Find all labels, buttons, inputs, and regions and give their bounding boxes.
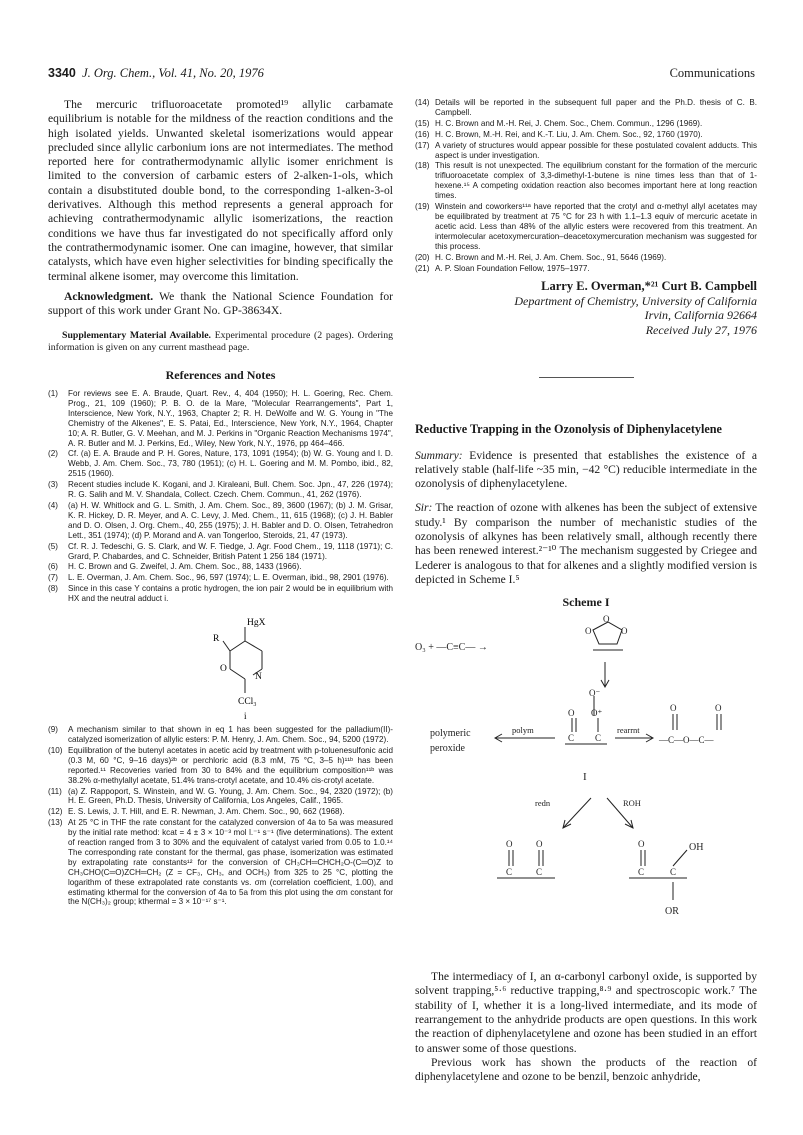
reference-number: (7)	[48, 573, 58, 583]
reference-number: (10)	[48, 745, 63, 755]
benzil-c1: C	[506, 867, 513, 878]
reference-text: H. C. Brown and M.-H. Rei, J. Am. Chem. Soc., 91, 5646 (1969).	[435, 252, 667, 262]
anh-chain: —C—O—C—	[659, 735, 714, 746]
reference-item	[48, 584, 393, 604]
section-name: Communications	[669, 66, 755, 80]
scheme-polymeric: polymeric	[430, 728, 471, 740]
reference-number: (2)	[48, 449, 58, 459]
reference-item	[48, 787, 393, 807]
reference-item	[415, 130, 757, 140]
right-column	[415, 98, 757, 1085]
reference-text: H. C. Brown, M.-H. Rei, and K.-T. Liu, J. Am. Chem. Soc., 92, 1760 (1970).	[435, 129, 703, 139]
reference-number: (5)	[48, 541, 58, 551]
struct-label: i	[244, 711, 247, 722]
reference-text: Cf. (a) E. A. Braude and P. H. Gores, Nature, 173, 1091 (1954); (b) W. G. Young and I. D. Webb, J. Am. Chem. Soc., 73, 780 (1951); (c) H. L. Goering and M. M. Pombo, ibid., 82, 2515 (1960).	[68, 449, 393, 479]
reference-item	[48, 725, 393, 745]
reference-item	[415, 264, 757, 274]
reference-text: This result is not unexpected. The equilibrium constant for the formation of the mercuric trifluoroacetate complex of 3,3-dimethyl-1-butene is nine times less than that of 1-hexene.¹⁵ A competing oxidation reaction also becomes important here at long reaction times.	[435, 161, 757, 201]
reference-text: Equilibration of the butenyl acetates in acetic acid by treatment with p-toluenesulfonic acid (0.3 M, 60 °C, 9–16 days)²ᵇ or perchloric acid (8.3 mM, 75 °C, 3–5 h)¹¹ᵇ has been reported.¹¹ Recoveries varied from 30 to 84% and the equilibrium composition¹¹ᵇ was 38.2% α-methylallyl acetate, 51.4% trans-crotyl acetate, and 10.4% cis-crotyl acetate.	[68, 745, 393, 785]
supplementary-text: Experimental procedure (2 pages). Ordering information is given on any current masthead page.	[48, 330, 393, 354]
reference-text: Cf. R. J. Tedeschi, G. S. Clark, and W. F. Tiedge, J. Agr. Food Chem., 19, 1118 (1971); C. Grard, P. Chabardes, and C. Schneider, British Patent 1 256 184 (1971).	[68, 541, 393, 561]
struct-hgx: HgX	[247, 618, 266, 629]
reference-item	[415, 119, 757, 129]
reference-number: (6)	[48, 562, 58, 572]
scheme-peroxide: peroxide	[430, 743, 465, 755]
left-column	[48, 98, 393, 908]
reference-item	[48, 501, 393, 541]
reference-item	[48, 480, 393, 500]
reference-text: A mechanism similar to that shown in eq 1 has been suggested for the palladium(II)-catalyzed isomerization of allylic esters: P. M. Henry, J. Am. Chem. Soc., 94, 5200 (1972).	[68, 725, 393, 744]
body-paragraph-3: Previous work has shown the products of the reaction of diphenylacetylene and ozone to be benzil, benzoic anhydride,	[415, 1055, 757, 1084]
reference-text: (a) Z. Rappoport, S. Winstein, and W. G. Young, J. Am. Chem. Soc., 94, 2320 (1972); (b) H. E. Green, Ph.D. Thesis, University of California, Los Angeles, Calif., 1965.	[68, 786, 393, 806]
scheme-polym: polym	[512, 725, 534, 736]
reference-text: H. C. Brown and M.-H. Rei, J. Chem. Soc., Chem. Commun., 1296 (1969).	[435, 118, 703, 128]
separator-rule	[539, 377, 634, 378]
scheme-roh: ROH	[623, 798, 641, 809]
acknowledgment	[48, 290, 393, 319]
reference-text: For reviews see E. A. Braude, Quart. Rev., 4, 404 (1950); H. L. Goering, Rec. Chem. Prog., 21, 109 (1960); P. B. O. de la Mare, "Molecular Rearrangements", Part 1, Interscience, New York, N.Y., 1963, Chapter 2; R. H. DeWolfe and W. G. Young in "The Chemistry of the Alkenes", E. S. Patai, Ed., Interscience, New York, N.Y., 1964, Chapter 10; A. R. Butler, G. V. Meehan, and M. J. Perkins in "Organic Reaction Mechanisms 1974", A. R. Butler and M. J. Perkins, Ed., Wiley, New York, N.Y., 1976, pp 464–466.	[68, 389, 393, 448]
ring-o-top: O	[603, 614, 610, 625]
reference-number: (20)	[415, 252, 430, 262]
body-paragraph-2: The intermediacy of I, an α-carbonyl carbonyl oxide, is supported by solvent trapping,⁵·⁶ reductive trapping,⁸·⁹ and spectroscopic work.⁷ The stability of I, whether it is a long-lived intermediate, and its mode of rearrangement to the anhydride products are open questions. In this work the reaction of diphenylacetylene and ozone has been studied in an effort to answer some of those questions.	[415, 970, 757, 1055]
references-list-part2	[48, 725, 393, 907]
reference-number: (16)	[415, 129, 430, 139]
reference-item	[48, 807, 393, 817]
reference-text: Winstein and coworkers¹¹ᵃ have reported that the crotyl and α-methyl allyl acetates may be equilibrated by treatment at 75 °C for 23 h with 1.1–1.3 equiv of mercuric acetate in acetic acid. Less than 48% of the allylic esters were recovered from this treatment. An intermolecular acetoxymercuration–deacetoxymercuration mechanism was suggested for this process.	[435, 202, 757, 251]
structure-i-svg	[48, 605, 393, 725]
reference-number: (9)	[48, 725, 58, 735]
scheme-rearrnt: rearrnt	[617, 725, 640, 736]
reference-item	[48, 818, 393, 907]
city: Irvin, California 92664	[644, 308, 757, 323]
reference-text: At 25 °C in THF the rate constant for the catalyzed conversion of 4a to 5a was measured by the initial rate method: kcat = 4 ± 3 × 10⁻³ mol l.⁻¹ s⁻¹ (five determinations). The extent of reaction ranged from 3 to 30% and the equivalent of catalyst varied from 0.05 to 1.0.¹⁴ The corresponding rate constant for the thermal, gas phase, isomerization was estimated by extrapolating rate constants¹² for the conversion of CH₃CH═CHCH₂O-(C═O)Z to CH₃CHO(C═O)ZCH═CH₂ (Z = CF₃, CH₃, and OCH₃) from 325 to 25 °C, plotting the logarithm of these extrapolated rate constants vs. σm (correlation coefficient, 1.00), and estimating kthermal for the conversion of 4a to 5a from this plot using the σm constant for the N(CH₃)₂ group; kthermal = 3 × 10⁻¹⁷ s⁻¹.	[68, 818, 393, 907]
reference-item	[48, 746, 393, 786]
struct-n: N	[255, 672, 262, 683]
scheme-oh: OH	[689, 842, 704, 854]
scheme-i	[415, 610, 757, 970]
reference-number: (19)	[415, 202, 430, 212]
reference-text: H. C. Brown and G. Zweifel, J. Am. Chem. Soc., 88, 1433 (1966).	[68, 562, 302, 572]
reference-number: (18)	[415, 161, 430, 171]
ring-o-left: O	[585, 626, 592, 637]
reference-text: A. P. Sloan Foundation Fellow, 1975–1977.	[435, 263, 590, 273]
sir-label: Sir:	[415, 501, 433, 515]
benzil-c2: C	[536, 867, 543, 878]
summary-label: Summary:	[415, 448, 463, 462]
journal-citation: J. Org. Chem., Vol. 41, No. 20, 1976	[82, 66, 264, 80]
body-paragraph: The mercuric trifluoroacetate promoted¹⁹ allylic carbamate equilibrium is notable for the mildness of the reaction conditions and the high isolated yields. Unwanted skeletal isomerizations would appear precluded since allylic carbonium ions are not intermediates. The method reported here for contrathermodynamic allylic isomer enrichment is limited to the conversion of carbamic esters of 2-alken-1-ols, which contain a disubstituted double bond, to the corresponding 1-alken-3-ol derivatives. Although this method represents a general approach for achieving contrathermodynamic allylic isomerizations, the reaction conditions we have thus far investigated do not specifically afford only the contrathermodynamic isomer. One can imagine, however, that similar catalysts, which have even higher selectivities for binding specifically the terminal alkene isomer, may overcome this limitation.	[48, 98, 393, 283]
reference-text: E. S. Lewis, J. T. Hill, and E. R. Newman, J. Am. Chem. Soc., 90, 662 (1968).	[68, 807, 345, 817]
reference-number: (4)	[48, 501, 58, 511]
article-title: Reductive Trapping in the Ozonolysis of Diphenylacetylene	[415, 422, 722, 437]
reference-item	[415, 98, 757, 118]
int-o-plus: O⁺	[591, 708, 603, 719]
supplementary-note	[48, 330, 393, 354]
reference-text: L. E. Overman, J. Am. Chem. Soc., 96, 597 (1974); L. E. Overman, ibid., 98, 2901 (1976).	[68, 573, 389, 583]
reference-item	[48, 573, 393, 583]
int-o-minus: O⁻	[589, 688, 601, 699]
reference-item	[48, 562, 393, 572]
int-c-b: C	[595, 733, 602, 744]
sir-text: The reaction of ozone with alkenes has been the subject of extensive study.¹ By comparison the number of mechanistic studies of the ozonolysis of alkynes has been relatively small, although recently there has been renewed interest.²⁻¹⁰ The mechanism suggested by Criegee and Lederer is analogous to that for alkenes and a slightly modified version is depicted in Scheme I.⁵	[415, 501, 757, 586]
reference-number: (1)	[48, 389, 58, 399]
struct-o: O	[220, 664, 227, 675]
struct-r: R	[213, 634, 220, 645]
scheme-or: OR	[665, 906, 679, 918]
reference-number: (3)	[48, 480, 58, 490]
reference-text: Details will be reported in the subsequent full paper and the Ph.D. thesis of C. B. Campbell.	[435, 98, 757, 117]
received-date: Received July 27, 1976	[645, 322, 757, 337]
int-o-a: O	[568, 708, 575, 719]
reference-text: A variety of structures would appear possible for these postulated covalent adducts. This aspect is under investigation.	[435, 140, 757, 160]
references-list-part3	[415, 98, 757, 273]
ring-o-right: O	[621, 626, 628, 637]
reference-number: (13)	[48, 818, 63, 828]
acknowledgment-text: We thank the National Science Foundation for support of this work under Grant No. GP-38634X.	[48, 289, 393, 318]
summary	[415, 449, 757, 492]
reference-number: (12)	[48, 807, 63, 817]
reference-item	[415, 141, 757, 161]
references-list-part1	[48, 389, 393, 604]
references-heading: References and Notes	[165, 368, 276, 383]
ester-c2: C	[670, 867, 677, 878]
reference-item	[415, 253, 757, 263]
acknowledgment-label: Acknowledgment.	[64, 289, 154, 303]
reference-text: Since in this case Y contains a protic hydrogen, the ion pair 2 would be in equilibrium with HX and the neutral adduct i.	[68, 584, 393, 604]
struct-ccl3: CCl₃	[238, 697, 257, 708]
scheme-redn: redn	[535, 798, 551, 809]
reference-text: (a) H. W. Whitlock and G. L. Smith, J. Am. Chem. Soc., 89, 3600 (1967); (b) J. M. Grisar, K. R. Hickey, D. R. Meyer, and A. C. Levy, J. Med. Chem., 11, 615 (1968); (c) J. H. Babler and D. O. Olsen, J. Org. Chem., 40, 255 (1975); J. H. Babler and D. O. Olsen, Tetrahedron Lett., 351 (1974); (d) P. Morand and A. van Tongerloo, Steroids, 21, 47 (1973).	[68, 501, 393, 540]
reference-text: Recent studies include K. Kogani, and J. Kiraleani, Bull. Chem. Soc. Jpn., 47, 226 (1974); R. G. Salih and M. V. Shandala, Collect. Czech. Chem. Commun., 41, 262 (1976).	[68, 480, 393, 500]
running-header-left	[48, 66, 264, 81]
department: Department of Chemistry, University of California	[514, 293, 757, 308]
scheme-o3: O₃ + —C≡C— →	[415, 642, 488, 654]
anh-o2: O	[715, 703, 722, 714]
page-number: 3340	[48, 66, 76, 80]
scheme-I-label: I	[583, 771, 587, 784]
reference-number: (8)	[48, 584, 58, 594]
reference-number: (11)	[48, 786, 62, 796]
reference-item	[48, 389, 393, 448]
reference-item	[415, 202, 757, 252]
supplementary-label: Supplementary Material Available.	[62, 330, 211, 342]
structure-i-drawing	[48, 605, 393, 725]
author-block	[415, 279, 757, 337]
anh-o1: O	[670, 703, 677, 714]
ester-o: O	[638, 839, 645, 850]
int-c-a: C	[568, 733, 575, 744]
reference-number: (21)	[415, 263, 430, 273]
reference-item	[48, 542, 393, 562]
sir-paragraph	[415, 501, 757, 587]
scheme-svg	[415, 610, 757, 970]
reference-number: (17)	[415, 140, 430, 150]
reference-item	[415, 161, 757, 201]
benzil-o2: O	[536, 839, 543, 850]
summary-text: Evidence is presented that establishes the existence of a relatively stable (half-life ~35 min, −42 °C) reducible intermediate in the ozonolysis of diphenylacetylene.	[415, 448, 757, 491]
authors: Larry E. Overman,*²¹ Curt B. Campbell	[541, 279, 757, 294]
benzil-o1: O	[506, 839, 513, 850]
scheme-title: Scheme I	[562, 595, 610, 610]
reference-number: (14)	[415, 98, 430, 107]
ester-c1: C	[638, 867, 645, 878]
reference-item	[48, 449, 393, 479]
reference-number: (15)	[415, 118, 430, 128]
